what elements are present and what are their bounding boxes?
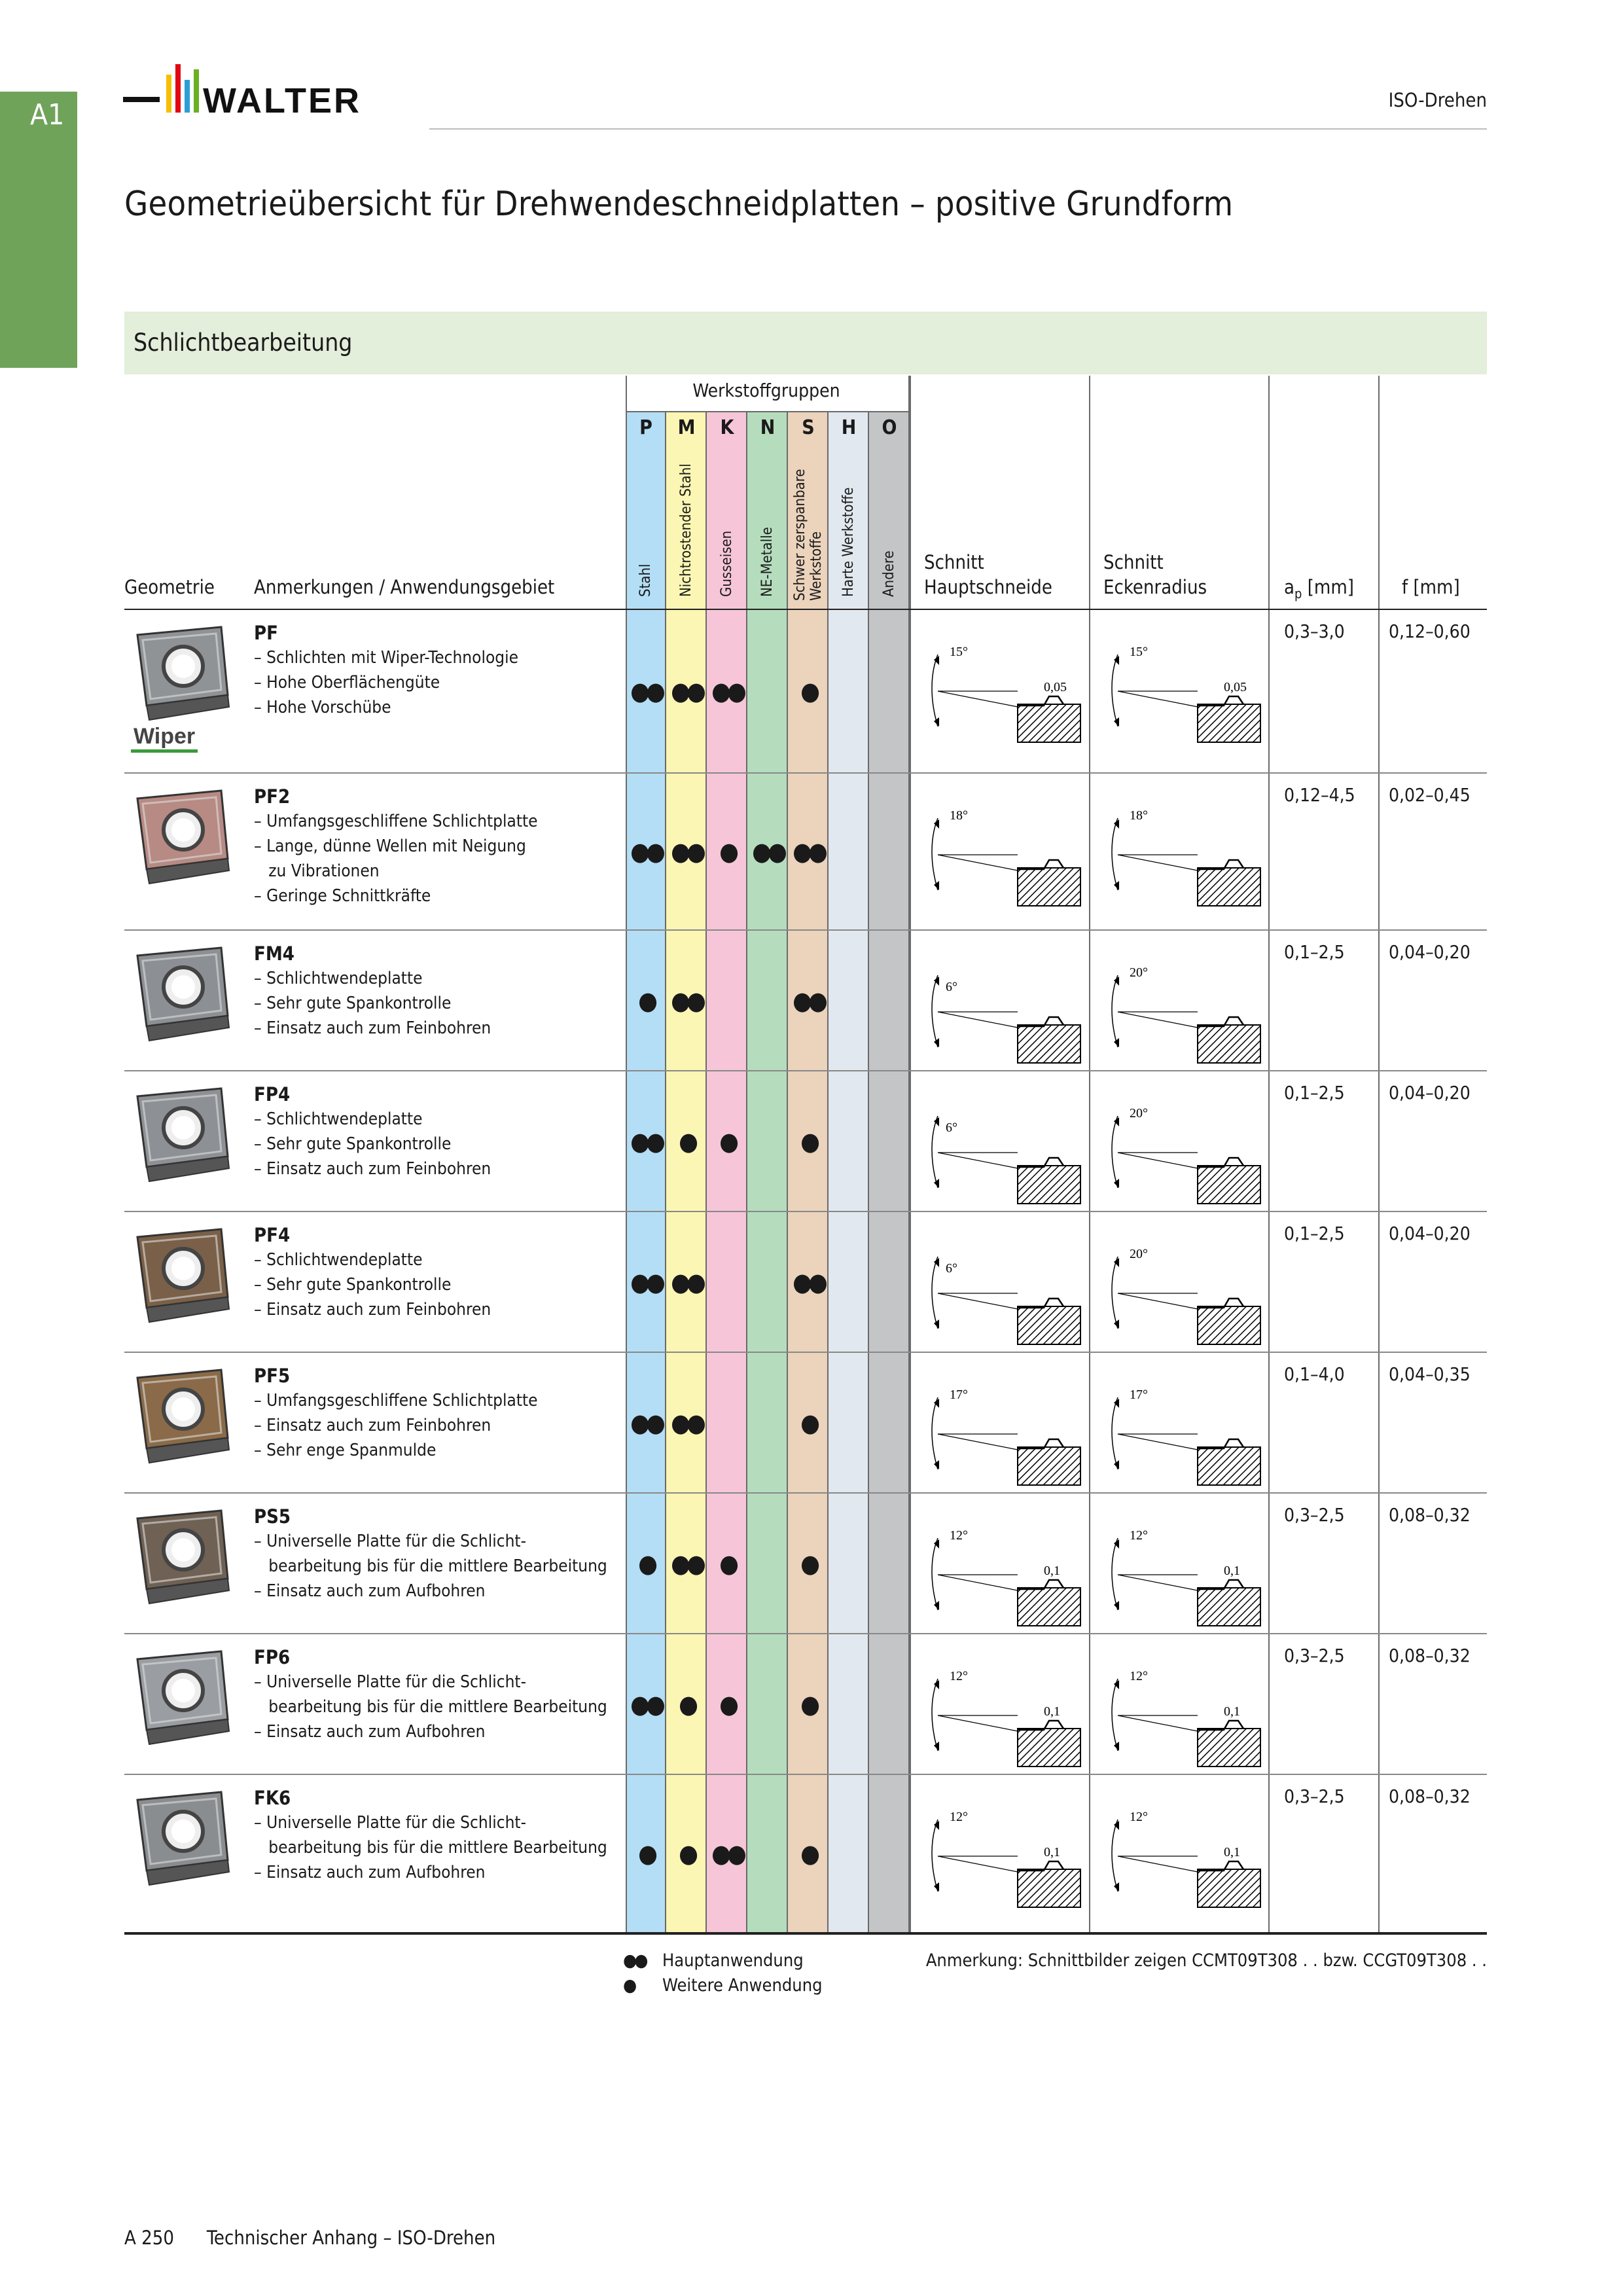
ap-value: 0,12–4,5 bbox=[1284, 784, 1355, 806]
geometry-name: PF2 bbox=[254, 785, 291, 808]
header-rule bbox=[429, 128, 1487, 130]
material-dot-k: ● bbox=[719, 1127, 735, 1156]
group-label-s: Schwer zerspanbare Werkstoffe bbox=[792, 469, 825, 601]
diagram-corner-radius bbox=[1099, 1512, 1263, 1643]
diagram-angle-label: 12° bbox=[950, 1669, 968, 1683]
insert-image bbox=[123, 944, 234, 1055]
group-label-k: Gusseisen bbox=[719, 530, 735, 597]
diagram-dim-label: 0,1 bbox=[1044, 1704, 1060, 1719]
material-dot-m: ●● bbox=[671, 1549, 702, 1578]
diagram-angle-label: 17° bbox=[1130, 1388, 1148, 1402]
ap-value: 0,1–2,5 bbox=[1284, 941, 1345, 963]
material-dot-s: ●● bbox=[793, 837, 824, 866]
geometry-notes: – Universelle Platte für die Schlicht- bearbeitung bis für die mittlere Bearbeitung – Einsatz auch zum Aufbohren bbox=[254, 1532, 607, 1601]
group-letter-p: P bbox=[639, 416, 652, 439]
row-separator bbox=[124, 1633, 1487, 1634]
insert-image bbox=[123, 1788, 234, 1899]
row-separator bbox=[124, 772, 1487, 774]
ap-value: 0,1–2,5 bbox=[1284, 1223, 1345, 1244]
geometry-name: PS5 bbox=[254, 1505, 291, 1528]
werkstoff-header: Werkstoffgruppen bbox=[692, 380, 840, 401]
group-letter-n: N bbox=[760, 416, 776, 439]
material-dot-k: ● bbox=[719, 1549, 735, 1578]
ap-value: 0,3–2,5 bbox=[1284, 1785, 1345, 1807]
geometry-notes: – Schlichtwendeplatte – Sehr gute Spankontrolle – Einsatz auch zum Feinbohren bbox=[254, 1109, 491, 1179]
diagram-angle-label: 6° bbox=[946, 1261, 957, 1276]
material-dot-p: ● bbox=[638, 1839, 654, 1868]
material-dot-p: ●● bbox=[630, 1690, 662, 1719]
material-dot-k: ● bbox=[719, 1690, 735, 1719]
diagram-main-edge bbox=[919, 1793, 1083, 1924]
ap-value: 0,1–2,5 bbox=[1284, 1082, 1345, 1103]
material-dot-p: ●● bbox=[630, 677, 662, 706]
material-dot-s: ●● bbox=[793, 986, 824, 1015]
f-value: 0,12–0,60 bbox=[1389, 620, 1471, 642]
row-separator bbox=[124, 1774, 1487, 1775]
f-value: 0,02–0,45 bbox=[1389, 784, 1471, 806]
diagram-dim-label: 0,05 bbox=[1224, 680, 1247, 694]
page-title: Geometrieübersicht für Drehwendeschneidplatten – positive Grundform bbox=[124, 185, 1234, 224]
diagram-angle-label: 18° bbox=[950, 808, 968, 823]
f-value: 0,08–0,32 bbox=[1389, 1645, 1471, 1666]
geometry-name: PF bbox=[254, 622, 278, 644]
diagram-angle-label: 20° bbox=[1130, 1106, 1148, 1121]
group-label-h: Harte Werkstoffe bbox=[840, 487, 857, 597]
f-value: 0,04–0,35 bbox=[1389, 1363, 1471, 1385]
ap-value: 0,3–2,5 bbox=[1284, 1645, 1345, 1666]
diagram-angle-label: 17° bbox=[950, 1388, 968, 1402]
material-dot-m: ● bbox=[679, 1127, 694, 1156]
ap-value: 0,1–4,0 bbox=[1284, 1363, 1345, 1385]
diagram-main-edge bbox=[919, 1653, 1083, 1784]
group-letter-s: S bbox=[802, 416, 815, 439]
material-dot-s: ● bbox=[800, 1127, 816, 1156]
row-separator bbox=[124, 1492, 1487, 1494]
material-dot-p: ● bbox=[638, 1549, 654, 1578]
header-bottom-rule bbox=[124, 609, 1487, 610]
material-dot-p: ●● bbox=[630, 837, 662, 866]
f-value: 0,08–0,32 bbox=[1389, 1504, 1471, 1526]
diagram-main-edge bbox=[919, 1512, 1083, 1643]
svg-text:WALTER: WALTER bbox=[203, 81, 361, 120]
group-letter-m: M bbox=[677, 416, 696, 439]
f-value: 0,08–0,32 bbox=[1389, 1785, 1471, 1807]
material-dot-p: ●● bbox=[630, 1408, 662, 1437]
diagram-corner-radius bbox=[1099, 1653, 1263, 1784]
diagram-angle-label: 6° bbox=[946, 1121, 957, 1135]
header-ap-subscript: p bbox=[1294, 585, 1302, 601]
diagram-angle-label: 18° bbox=[1130, 808, 1148, 823]
wiper-badge: Wiper bbox=[131, 724, 198, 753]
geometry-name: FP6 bbox=[254, 1646, 291, 1668]
header-schnitt-haupt-1: Schnitt bbox=[924, 551, 984, 573]
group-label-m: Nichtrostender Stahl bbox=[678, 463, 694, 597]
material-dot-p: ●● bbox=[630, 1268, 662, 1297]
material-dot-n: ●● bbox=[752, 837, 783, 866]
material-dot-m: ●● bbox=[671, 677, 702, 706]
geometry-name: FK6 bbox=[254, 1787, 291, 1809]
insert-image bbox=[123, 1647, 234, 1759]
f-value: 0,04–0,20 bbox=[1389, 1223, 1471, 1244]
footer-text: Technischer Anhang – ISO-Drehen bbox=[206, 2227, 496, 2249]
legend-main-label: Hauptanwendung bbox=[662, 1950, 804, 1971]
group-letter-o: O bbox=[882, 416, 897, 439]
diagram-dim-label: 0,1 bbox=[1044, 1564, 1060, 1578]
geometry-notes: – Schlichtwendeplatte – Sehr gute Spankontrolle – Einsatz auch zum Feinbohren bbox=[254, 969, 491, 1038]
header-f: f [mm] bbox=[1402, 576, 1460, 598]
page-number: A 250 bbox=[124, 2227, 174, 2249]
diagram-corner-radius bbox=[1099, 949, 1263, 1080]
ap-value: 0,3–2,5 bbox=[1284, 1504, 1345, 1526]
header-schnitt-ecken-2: Eckenradius bbox=[1103, 576, 1207, 598]
material-dot-s: ● bbox=[800, 677, 816, 706]
header-ap bbox=[1284, 576, 1354, 601]
row-separator bbox=[124, 929, 1487, 931]
diagram-dim-label: 0,05 bbox=[1044, 680, 1067, 694]
walter-logo bbox=[123, 60, 398, 132]
geometry-notes: – Umfangsgeschliffene Schlichtplatte – Lange, dünne Wellen mit Neigung zu Vibrationen – Geringe Schnittkräfte bbox=[254, 812, 538, 906]
diagram-angle-label: 20° bbox=[1130, 1247, 1148, 1261]
diagram-dim-label: 0,1 bbox=[1044, 1845, 1060, 1859]
legend-other-label: Weitere Anwendung bbox=[662, 1975, 823, 1996]
diagram-main-edge bbox=[919, 1090, 1083, 1221]
group-letter-k: K bbox=[720, 416, 734, 439]
material-dot-s: ● bbox=[800, 1690, 816, 1719]
group-label-n: NE-Metalle bbox=[759, 527, 776, 597]
group-letter-h: H bbox=[841, 416, 857, 439]
diagram-angle-label: 20° bbox=[1130, 965, 1148, 980]
diagram-corner-radius bbox=[1099, 1230, 1263, 1361]
diagram-corner-radius bbox=[1099, 1090, 1263, 1221]
diagram-dim-label: 0,1 bbox=[1224, 1564, 1240, 1578]
header-schnitt-ecken-1: Schnitt bbox=[1103, 551, 1164, 573]
row-separator bbox=[124, 1352, 1487, 1353]
insert-image bbox=[123, 1366, 234, 1477]
geometry-name: FM4 bbox=[254, 942, 294, 965]
material-dot-m: ●● bbox=[671, 1408, 702, 1437]
diagram-angle-label: 12° bbox=[1130, 1810, 1148, 1824]
insert-image bbox=[123, 1225, 234, 1336]
material-dot-m: ●● bbox=[671, 1268, 702, 1297]
material-dot-s: ●● bbox=[793, 1268, 824, 1297]
header-anmerkungen: Anmerkungen / Anwendungsgebiet bbox=[254, 576, 555, 598]
material-dot-m: ● bbox=[679, 1839, 694, 1868]
geometry-notes: – Schlichten mit Wiper-Technologie – Hohe Oberflächengüte – Hohe Vorschübe bbox=[254, 648, 519, 717]
material-dot-s: ● bbox=[800, 1839, 816, 1868]
material-dot-m: ● bbox=[679, 1690, 694, 1719]
legend-remark: Anmerkung: Schnittbilder zeigen CCMT09T308 . . bzw. CCGT09T308 . . bbox=[925, 1950, 1487, 1971]
diagram-corner-radius bbox=[1099, 1793, 1263, 1924]
material-dot-k: ●● bbox=[711, 677, 743, 706]
legend-main-symbol: ●● bbox=[623, 1950, 646, 1971]
diagram-corner-radius bbox=[1099, 1371, 1263, 1502]
werkstoff-header-rule bbox=[626, 411, 910, 412]
geometry-notes: – Universelle Platte für die Schlicht- bearbeitung bis für die mittlere Bearbeitung – Einsatz auch zum Aufbohren bbox=[254, 1672, 607, 1742]
group-column-h bbox=[829, 412, 869, 1932]
group-column-o bbox=[869, 412, 910, 1932]
material-dot-m: ●● bbox=[671, 837, 702, 866]
row-separator bbox=[124, 1070, 1487, 1071]
diagram-main-edge bbox=[919, 628, 1083, 759]
page-footer bbox=[124, 2227, 495, 2249]
f-value: 0,04–0,20 bbox=[1389, 1082, 1471, 1103]
geometry-name: PF5 bbox=[254, 1365, 291, 1387]
diagram-angle-label: 12° bbox=[1130, 1528, 1148, 1543]
legend-other bbox=[623, 1975, 823, 1996]
insert-image bbox=[123, 787, 234, 898]
diagram-angle-label: 12° bbox=[1130, 1669, 1148, 1683]
insert-image bbox=[123, 1085, 234, 1196]
insert-image bbox=[123, 623, 234, 734]
diagram-main-edge bbox=[919, 792, 1083, 923]
material-dot-k: ●● bbox=[711, 1839, 743, 1868]
material-dot-s: ● bbox=[800, 1408, 816, 1437]
row-separator bbox=[124, 1211, 1487, 1212]
diagram-angle-label: 15° bbox=[1130, 645, 1148, 659]
geometry-name: FP4 bbox=[254, 1083, 291, 1105]
material-dot-s: ● bbox=[800, 1549, 816, 1578]
material-dot-k: ● bbox=[719, 837, 735, 866]
geometry-notes: – Schlichtwendeplatte – Sehr gute Spankontrolle – Einsatz auch zum Feinbohren bbox=[254, 1250, 491, 1319]
chapter-tab: A1 bbox=[0, 92, 77, 368]
f-value: 0,04–0,20 bbox=[1389, 941, 1471, 963]
diagram-main-edge bbox=[919, 949, 1083, 1080]
ap-value: 0,3–3,0 bbox=[1284, 620, 1345, 642]
geometry-notes: – Umfangsgeschliffene Schlichtplatte – Einsatz auch zum Feinbohren – Sehr enge Spanmulde bbox=[254, 1391, 538, 1460]
section-band: Schlichtbearbeitung bbox=[124, 312, 1487, 374]
material-dot-p: ●● bbox=[630, 1127, 662, 1156]
header-schnitt-haupt-2: Hauptschneide bbox=[924, 576, 1052, 598]
diagram-angle-label: 12° bbox=[950, 1528, 968, 1543]
insert-image bbox=[123, 1507, 234, 1618]
diagram-corner-radius bbox=[1099, 792, 1263, 923]
diagram-angle-label: 6° bbox=[946, 980, 957, 994]
legend-other-symbol: ● bbox=[623, 1975, 637, 1996]
header-ap-unit: [mm] bbox=[1302, 576, 1354, 598]
diagram-main-edge bbox=[919, 1230, 1083, 1361]
group-label-o: Andere bbox=[881, 550, 897, 597]
diagram-main-edge bbox=[919, 1371, 1083, 1502]
group-column-n bbox=[747, 412, 788, 1932]
diagram-dim-label: 0,1 bbox=[1224, 1704, 1240, 1719]
legend-main bbox=[623, 1950, 804, 1971]
geometry-name: PF4 bbox=[254, 1224, 291, 1246]
diagram-angle-label: 15° bbox=[950, 645, 968, 659]
diagram-dim-label: 0,1 bbox=[1224, 1845, 1240, 1859]
header-geometrie: Geometrie bbox=[124, 576, 215, 598]
header-ap-symbol: a bbox=[1284, 576, 1294, 598]
group-label-p: Stahl bbox=[637, 564, 654, 597]
diagram-corner-radius bbox=[1099, 628, 1263, 759]
table-bottom-rule bbox=[124, 1932, 1487, 1935]
material-dot-p: ● bbox=[638, 986, 654, 1015]
material-dot-m: ●● bbox=[671, 986, 702, 1015]
diagram-angle-label: 12° bbox=[950, 1810, 968, 1824]
geometry-notes: – Universelle Platte für die Schlicht- bearbeitung bis für die mittlere Bearbeitung – Einsatz auch zum Aufbohren bbox=[254, 1813, 607, 1882]
section-label: ISO-Drehen bbox=[1388, 89, 1487, 111]
